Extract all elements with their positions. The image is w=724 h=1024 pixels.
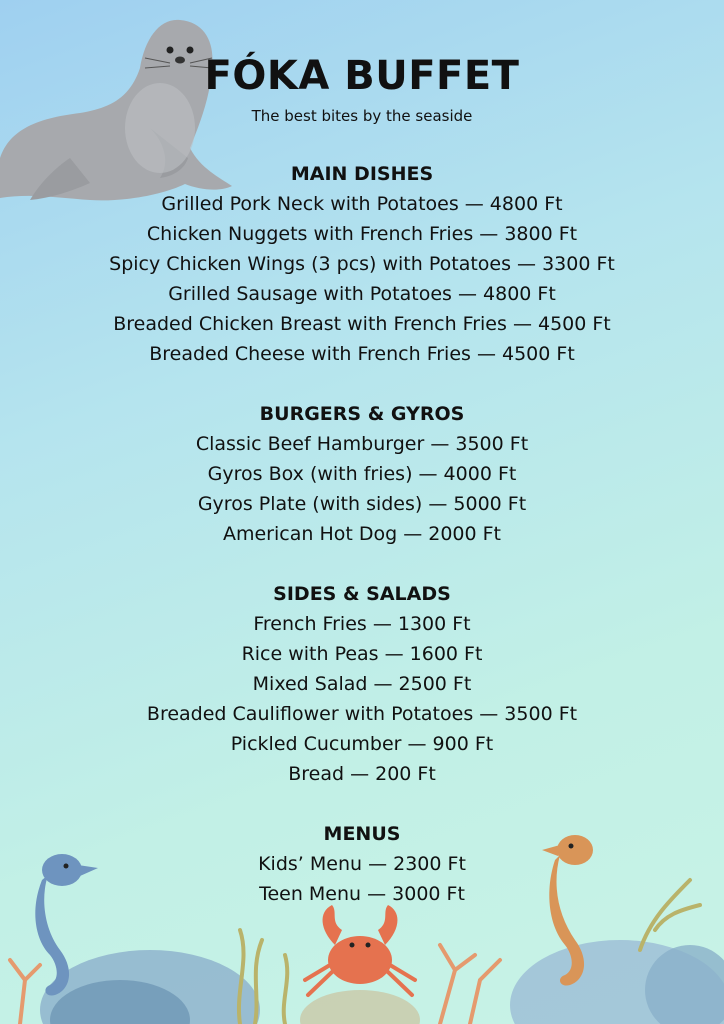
menu-item: Kids’ Menu — 2300 Ft: [258, 853, 466, 875]
section-sides-salads: [0, 579, 724, 789]
menu-item: Grilled Pork Neck with Potatoes — 4800 Ft: [161, 193, 563, 215]
section-title: SIDES & SALADS: [273, 583, 451, 605]
menu-item: Pickled Cucumber — 900 Ft: [230, 733, 494, 755]
menu-item: Gyros Plate (with sides) — 5000 Ft: [197, 493, 527, 515]
menu-item: Gyros Box (with fries) — 4000 Ft: [207, 463, 517, 485]
section-title: BURGERS & GYROS: [259, 403, 465, 425]
menu-item: American Hot Dog — 2000 Ft: [222, 523, 502, 545]
section-title: MAIN DISHES: [290, 163, 434, 185]
menu-item: Bread — 200 Ft: [288, 763, 436, 785]
menu-item: Breaded Chicken Breast with French Fries — 4500 Ft: [113, 313, 611, 335]
section-main-dishes: [0, 159, 724, 369]
section-burgers-gyros: [0, 399, 724, 549]
menu-item: Spicy Chicken Wings (3 pcs) with Potatoes — 3300 Ft: [109, 253, 615, 275]
menu-item: Mixed Salad — 2500 Ft: [252, 673, 472, 695]
menu-content: [0, 52, 724, 909]
menu-item: Grilled Sausage with Potatoes — 4800 Ft: [168, 283, 556, 305]
menu-item: Breaded Cheese with French Fries — 4500 Ft: [149, 343, 575, 365]
menu-item: Rice with Peas — 1600 Ft: [241, 643, 483, 665]
menu-item: French Fries — 1300 Ft: [253, 613, 471, 635]
page-title: FÓKA BUFFET: [204, 53, 520, 99]
tagline: The best bites by the seaside: [251, 107, 473, 125]
menu-item: Breaded Cauliflower with Potatoes — 3500 Ft: [146, 703, 578, 725]
menu-item: Chicken Nuggets with French Fries — 3800 Ft: [146, 223, 578, 245]
menu-item: Teen Menu — 3000 Ft: [259, 883, 465, 905]
menu-item: Classic Beef Hamburger — 3500 Ft: [195, 433, 529, 455]
section-title: MENUS: [323, 823, 401, 845]
sea-floor-illustration-icon: [0, 820, 724, 1024]
